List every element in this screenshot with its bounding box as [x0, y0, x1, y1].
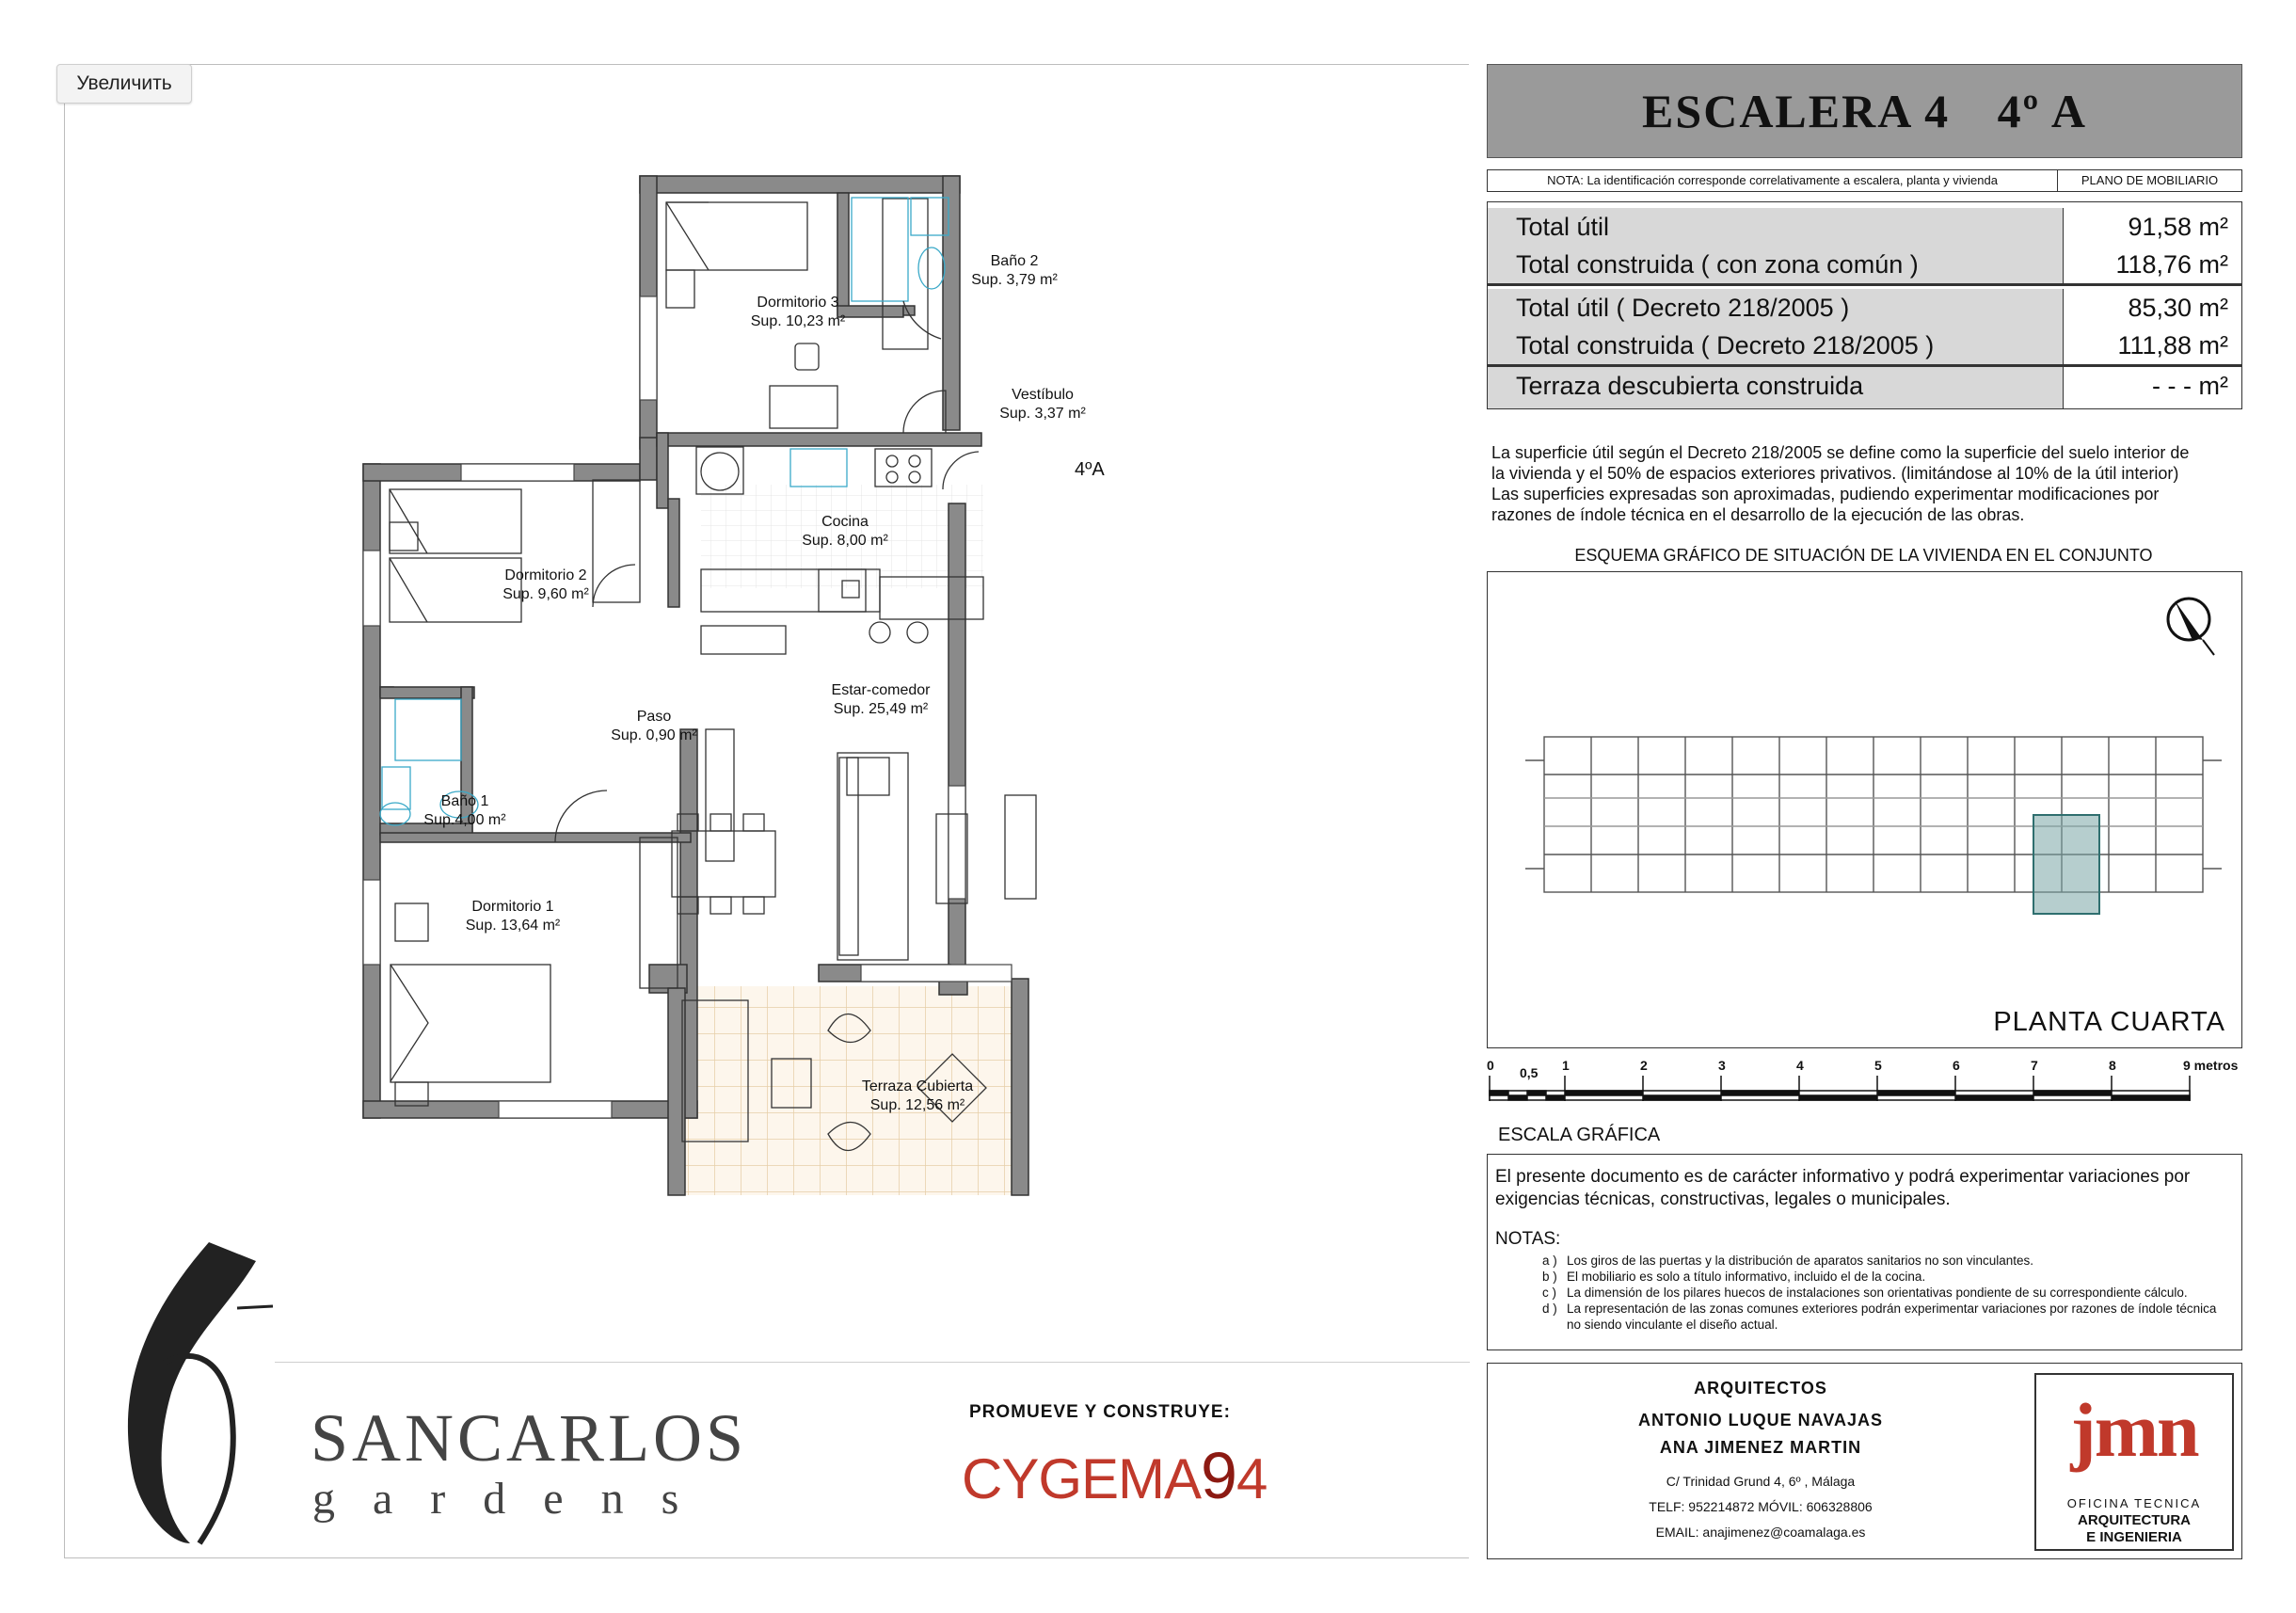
svg-text:6: 6	[1953, 1059, 1960, 1073]
totals-row: Total útil 91,58 m²	[1488, 208, 2241, 246]
architect-name-2: ANA JIMENEZ MARTIN	[1659, 1438, 1862, 1457]
promueve-label: PROMUEVE Y CONSTRUYE:	[969, 1402, 1231, 1422]
room-label-estar-comedor: Estar-comedor Sup. 25,49 m²	[831, 682, 931, 717]
architects-address: C/ Trinidad Grund 4, 6º , Málaga	[1666, 1474, 1856, 1489]
note-item: c ) La dimensión de los pilares huecos de instalaciones son orientativas pondiente de su correspondiente cálculo.	[1542, 1286, 2188, 1300]
terrace-floor	[668, 986, 1028, 1195]
room-label-bano-2: Baño 2 Sup. 3,79 m²	[971, 253, 1058, 288]
unit-label: 4ºA	[1075, 459, 1105, 480]
notes-heading: NOTAS:	[1495, 1229, 1561, 1249]
architect-name-1: ANTONIO LUQUE NAVAJAS	[1637, 1411, 1884, 1429]
room-label-dormitorio-2: Dormitorio 2 Sup. 9,60 m²	[502, 567, 589, 602]
cygema-logo: CYGEMA94	[962, 1439, 1268, 1512]
svg-text:4: 4	[1796, 1059, 1804, 1073]
floor-plan	[320, 165, 1148, 1209]
note-item: a ) Los giros de las puertas y la distribución de aparatos sanitarios no son vinculantes.	[1542, 1254, 2034, 1268]
svg-text:9 metros: 9 metros	[2183, 1059, 2239, 1073]
room-label-dormitorio-1: Dormitorio 1 Sup. 13,64 m²	[465, 899, 561, 934]
sancarlos-emblem	[105, 1233, 275, 1553]
title-box	[1487, 64, 2242, 158]
gardens-wordmark: gardens	[312, 1474, 717, 1524]
architects-box	[1487, 1363, 2242, 1559]
escala-title: ESCALA GRÁFICA	[1498, 1125, 1661, 1145]
room-label-vestibulo: Vestíbulo Sup. 3,37 m²	[999, 387, 1086, 422]
svg-text:0: 0	[1487, 1059, 1494, 1073]
architects-email: EMAIL: anajimenez@coamalaga.es	[1655, 1525, 1866, 1540]
totals-row: Total construida ( con zona común ) 118,76 m²	[1488, 246, 2241, 283]
info-box	[1487, 1154, 2242, 1350]
description: La superficie útil según el Decreto 218/2005 se define como la superficie del suelo interior de la vivienda y el 50% de espacios exteriores privativos. (limitándose al 10% de la útil interior) Las superficies expresadas son aproximadas, pudiendo experimentar modificaciones por razones de índole técnica en el desarrollo de la ejecución de las obras.	[1491, 443, 2190, 524]
compass-icon	[2168, 599, 2214, 655]
svg-text:3: 3	[1718, 1059, 1726, 1073]
building-outline	[1525, 737, 2222, 892]
info-paragraph: El presente documento es de carácter informativo y podrá experimentar variaciones por exigencias técnicas, constructivas, legales o municipales.	[1495, 1167, 2191, 1209]
room-label-cocina: Cocina Sup. 8,00 m²	[802, 514, 888, 549]
nota-text: NOTA: La identificación corresponde correlativamente a escalera, planta y vivienda	[1488, 170, 2058, 191]
plano-label: PLANO DE MOBILIARIO	[2081, 173, 2219, 187]
escalera-title: ESCALERA 4	[1642, 85, 1951, 137]
svg-text:8: 8	[2109, 1059, 2116, 1073]
jmn-logo: jmn OFICINA TECNICA ARQUITECTURA E INGENIERIA	[2034, 1373, 2234, 1551]
svg-text:1: 1	[1562, 1059, 1570, 1073]
unit-highlight	[2033, 815, 2099, 914]
architects-title: ARQUITECTOS	[1694, 1379, 1827, 1397]
zoom-button[interactable]: Увеличить	[56, 64, 192, 104]
nota-bar	[1487, 169, 2242, 192]
scale-bar	[1482, 1059, 2254, 1115]
architects-phone: TELF: 952214872 MÓVIL: 606328806	[1649, 1499, 1873, 1514]
note-item: d ) La representación de las zonas comunes exteriores podrán experimentar variaciones por razones de índole técnica no siendo vinculante el diseño actual.	[1542, 1302, 2217, 1332]
room-label-bano-1: Baño 1 Sup.4,00 m²	[423, 793, 506, 828]
room-label-paso: Paso Sup. 0,90 m²	[611, 709, 697, 743]
room-label-terraza: Terraza Cubierta Sup. 12,56 m²	[861, 1078, 974, 1113]
notes-list	[1542, 1253, 2234, 1333]
room-label-dormitorio-3: Dormitorio 3 Sup. 10,23 m²	[750, 295, 846, 329]
totals-row: Total útil ( Decreto 218/2005 ) 85,30 m²	[1488, 289, 2241, 327]
site-plan-drawing	[1488, 572, 2241, 1047]
svg-text:2: 2	[1640, 1059, 1648, 1073]
svg-text:0,5: 0,5	[1520, 1065, 1539, 1080]
svg-text:7: 7	[2031, 1059, 2038, 1073]
totals-row: Total construida ( Decreto 218/2005 ) 111,88 m²	[1488, 327, 2241, 364]
totals-table	[1487, 201, 2242, 409]
totals-row: Terraza descubierta construida - - - m²	[1488, 367, 2241, 408]
piso-title: 4º A	[1997, 85, 2087, 137]
brand-separator	[275, 1362, 1470, 1363]
note-item: b ) El mobiliario es solo a título informativo, incluido el de la cocina.	[1542, 1270, 1926, 1284]
sancarlos-wordmark: SANCARLOS	[311, 1400, 748, 1476]
planta-label: PLANTA CUARTA	[1993, 1007, 2225, 1037]
svg-text:5: 5	[1874, 1059, 1882, 1073]
site-plan-box	[1487, 571, 2242, 1048]
esquema-title: ESQUEMA GRÁFICO DE SITUACIÓN DE LA VIVIENDA EN EL CONJUNTO	[1574, 546, 2153, 565]
